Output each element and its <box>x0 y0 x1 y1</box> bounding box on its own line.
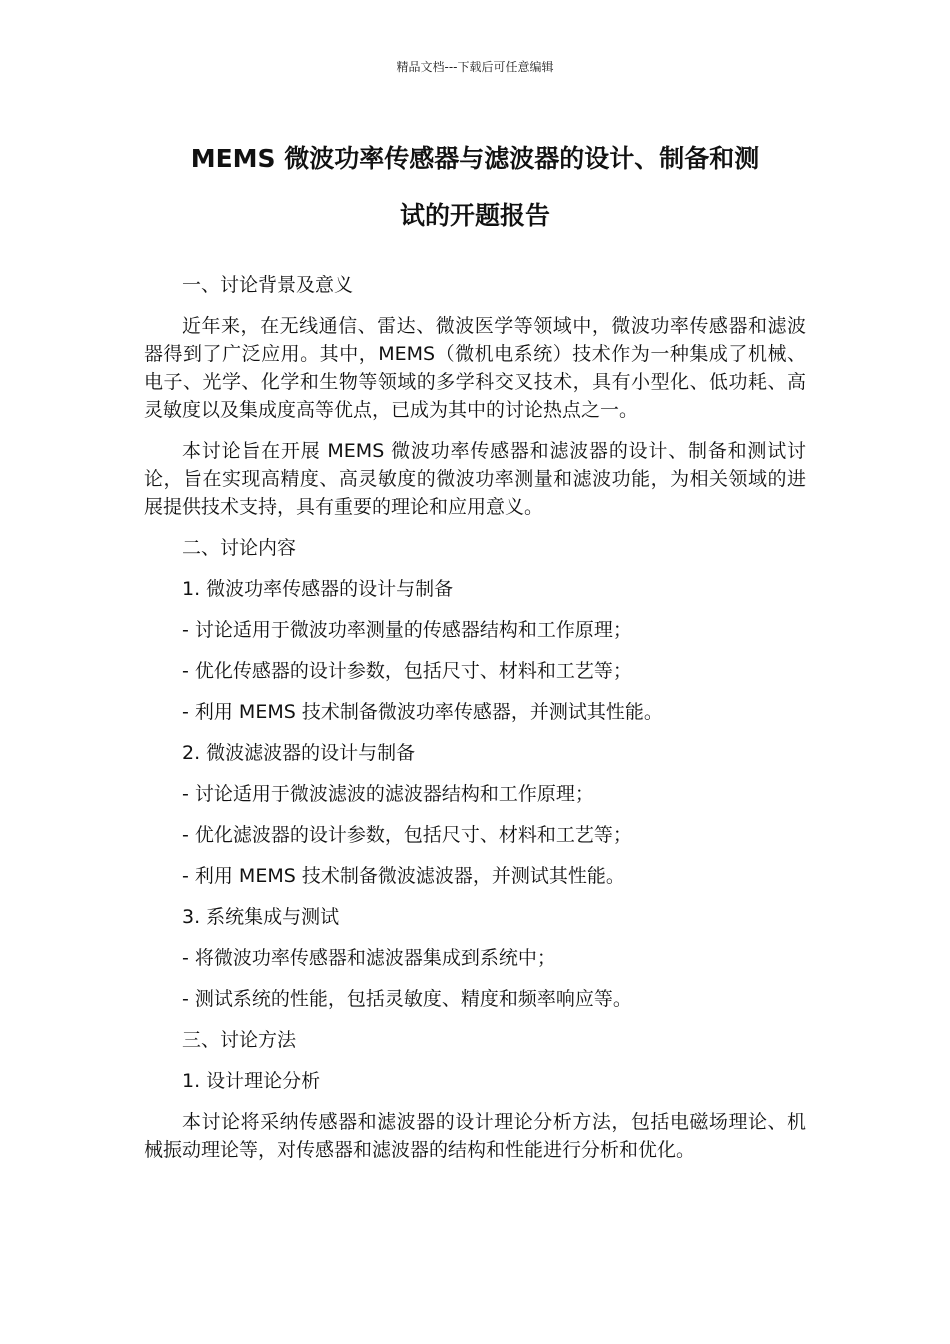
header-note: 精品文档---下载后可任意编辑 <box>396 60 554 74</box>
paragraph-background-2: 本讨论旨在开展 MEMS 微波功率传感器和滤波器的设计、制备和测试讨论，旨在实现高精度、高灵敏度的微波功率测量和滤波功能，为相关领域的进展提供技术支持，具有重要的理论和应用意义。 <box>144 440 806 518</box>
list-item: - 优化传感器的设计参数，包括尺寸、材料和工艺等； <box>182 660 632 682</box>
document-title <box>144 130 806 244</box>
subheading-sensor: 1. 微波功率传感器的设计与制备 <box>182 578 454 600</box>
list-item: - 讨论适用于微波功率测量的传感器结构和工作原理； <box>182 619 632 641</box>
paragraph-method-1: 本讨论将采纳传感器和滤波器的设计理论分析方法，包括电磁场理论、机械振动理论等，对传感器和滤波器的结构和性能进行分析和优化。 <box>144 1111 806 1161</box>
list-item: - 测试系统的性能，包括灵敏度、精度和频率响应等。 <box>182 988 632 1010</box>
paragraph-background-1: 近年来，在无线通信、雷达、微波医学等领域中，微波功率传感器和滤波器得到了广泛应用。其中，MEMS（微机电系统）技术作为一种集成了机械、电子、光学、化学和生物等领域的多学科交叉技术，具有小型化、低功耗、高灵敏度以及集成度高等优点，已成为其中的讨论热点之一。 <box>144 315 806 421</box>
list-item: - 优化滤波器的设计参数，包括尺寸、材料和工艺等； <box>182 824 632 846</box>
document-body <box>144 271 806 1177</box>
subheading-filter: 2. 微波滤波器的设计与制备 <box>182 742 416 764</box>
list-item: - 利用 MEMS 技术制备微波滤波器，并测试其性能。 <box>182 865 625 887</box>
section-heading-content: 二、讨论内容 <box>182 537 297 559</box>
list-item: - 利用 MEMS 技术制备微波功率传感器，并测试其性能。 <box>182 701 663 723</box>
subheading-system: 3. 系统集成与测试 <box>182 906 340 928</box>
list-item: - 讨论适用于微波滤波的滤波器结构和工作原理； <box>182 783 594 805</box>
title-line-1: MEMS 微波功率传感器与滤波器的设计、制备和测 <box>190 144 760 173</box>
title-line-2: 试的开题报告 <box>399 201 550 230</box>
list-item: - 将微波功率传感器和滤波器集成到系统中； <box>182 947 556 969</box>
section-heading-method: 三、讨论方法 <box>182 1029 297 1051</box>
section-heading-background: 一、讨论背景及意义 <box>182 274 354 296</box>
subheading-theory: 1. 设计理论分析 <box>182 1070 321 1092</box>
